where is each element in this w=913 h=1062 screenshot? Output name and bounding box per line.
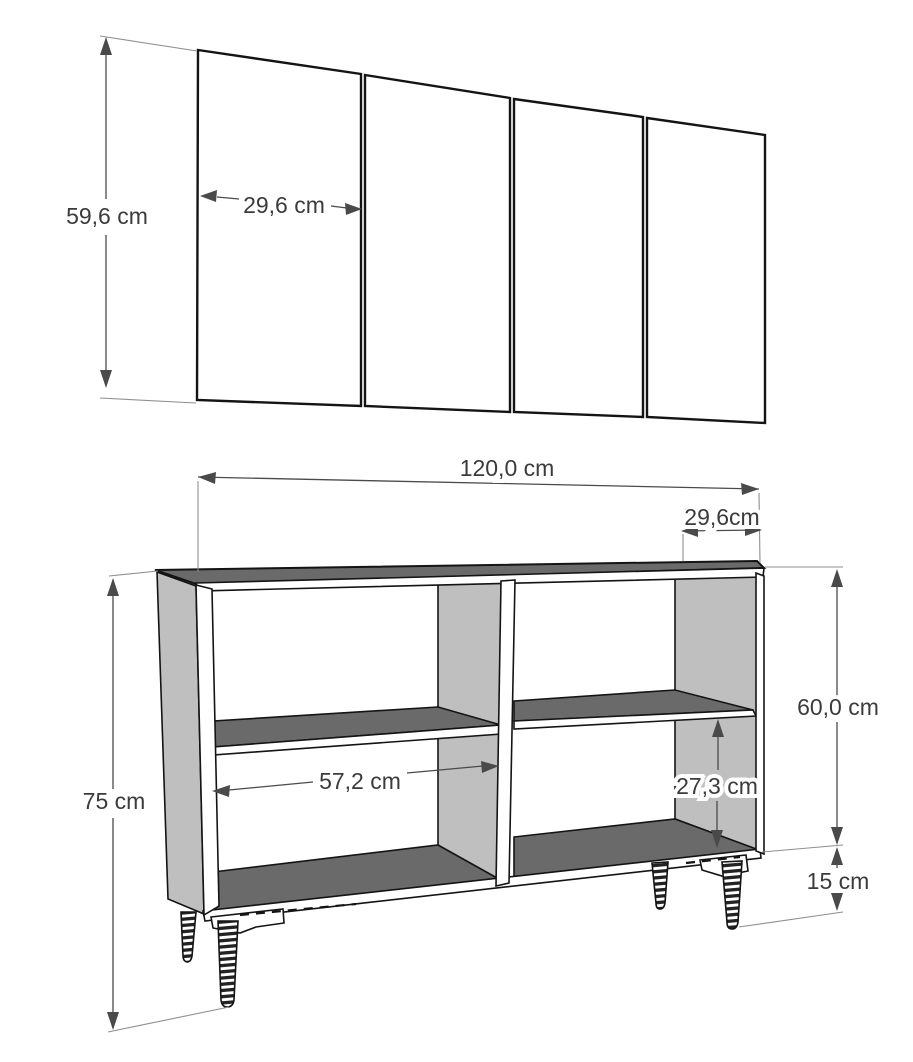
bottom-view-carcass: [83, 455, 879, 1032]
arrow-down-icon: [107, 1012, 119, 1030]
carcass-height-label: 60,0 cm: [797, 694, 879, 720]
depth-label: 29,6cm: [684, 504, 760, 530]
dimension-door-height: [66, 36, 197, 403]
dimension-carcass-height: [762, 567, 879, 852]
door-panel-4: [647, 118, 765, 423]
rear-left-leg: [181, 912, 196, 962]
arrow-down-icon: [831, 827, 843, 845]
arrow-up-icon: [831, 569, 843, 587]
right-panel-front-edge: [756, 573, 764, 854]
top-view-door-panels: [66, 36, 765, 423]
door-width-label: 29,6 cm: [243, 192, 325, 218]
arrow-left-icon: [198, 472, 216, 484]
inner-height-label: 27,3 cm: [676, 773, 758, 799]
arrow-down-icon: [100, 370, 112, 388]
inner-width-label: 57,2 cm: [319, 768, 401, 794]
door-panel-1: [197, 50, 361, 406]
arrow-up-icon: [831, 847, 843, 865]
arrow-right-icon: [741, 483, 759, 495]
dimension-depth: [681, 504, 762, 561]
total-width-label: 120,0 cm: [459, 455, 555, 481]
arrow-up-icon: [100, 37, 112, 55]
dimension-total-width: [198, 455, 760, 572]
door-panel-2: [365, 75, 510, 412]
arrow-down-icon: [831, 893, 843, 911]
rear-right-leg: [652, 862, 668, 909]
front-left-leg: [218, 921, 238, 1007]
front-right-leg: [722, 861, 742, 929]
total-height-label: 75 cm: [82, 788, 146, 814]
door-height-label: 59,6 cm: [66, 203, 148, 229]
arrow-up-icon: [107, 578, 119, 596]
leg-height-label: 15 cm: [806, 868, 870, 894]
door-panel-3: [514, 99, 643, 417]
